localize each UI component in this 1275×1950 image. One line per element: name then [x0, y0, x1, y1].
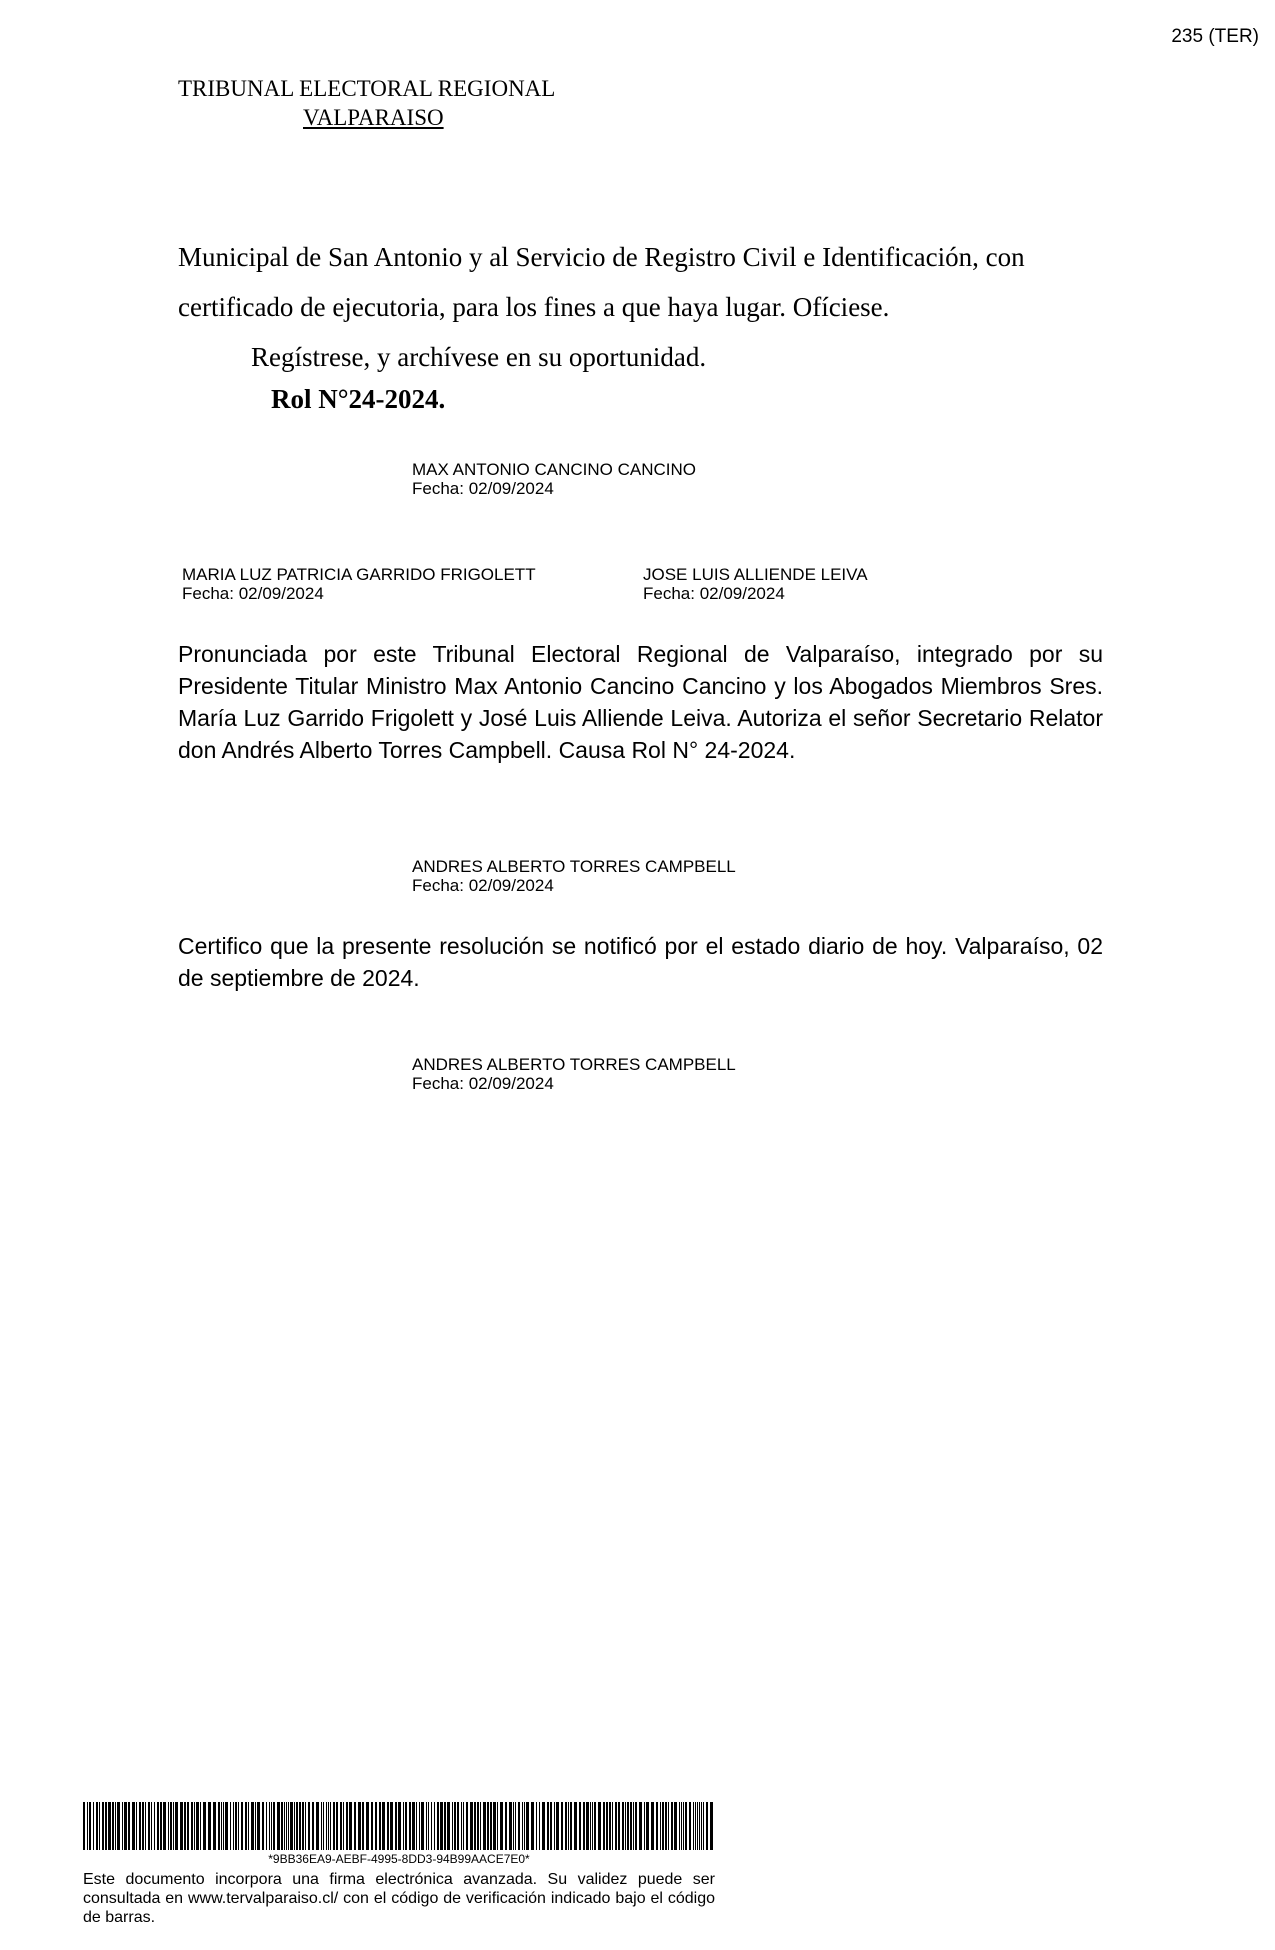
- signature-block-member-1: [182, 565, 536, 603]
- signer-name: MAX ANTONIO CANCINO CANCINO: [412, 460, 696, 479]
- body-paragraph-1-line-2: certificado de ejecutoria, para los fines a que haya lugar. Ofíciese.: [178, 292, 890, 322]
- certification-paragraph: Certifico que la presente resolución se notificó por el estado diario de hoy. Valparaíso, 02 de septiembre de 2024.: [178, 933, 1103, 991]
- body-paragraph-1-line-1: Municipal de San Antonio y al Servicio de Registro Civil e Identificación, con: [178, 242, 1025, 272]
- signature-date: Fecha: 02/09/2024: [412, 479, 554, 498]
- signature-block-member-2: [643, 565, 868, 603]
- signature-date: Fecha: 02/09/2024: [412, 1074, 554, 1093]
- pronouncement-paragraph: Pronunciada por este Tribunal Electoral Regional de Valparaíso, integrado por su Presidente Titular Ministro Max Antonio Cancino Cancino y los Abogados Miembros Sres. María Luz Garrido Frigolett y José Luis Alliende Leiva. Autoriza el señor Secretario Relator don Andrés Alberto Torres Campbell. Causa Rol N° 24-2024.: [178, 641, 1103, 763]
- signature-block-secretary-1: [412, 857, 736, 895]
- electronic-signature-note: Este documento incorpora una firma electrónica avanzada. Su validez puede ser consultada en www.tervalparaiso.cl/ con el código de verificación indicado bajo el código de barras.: [83, 1871, 715, 1926]
- signer-name: MARIA LUZ PATRICIA GARRIDO FRIGOLETT: [182, 565, 536, 584]
- signer-name: JOSE LUIS ALLIENDE LEIVA: [643, 565, 868, 584]
- body-paragraph-2: Regístrese, y archívese en su oportunidad.: [251, 342, 707, 372]
- header-tribunal: TRIBUNAL ELECTORAL REGIONAL: [178, 76, 556, 101]
- barcode-code: *9BB36EA9-AEBF-4995-8DD3-94B99AACE7E0*: [268, 1852, 530, 1866]
- signature-block-president: [412, 460, 696, 498]
- page-number: 235 (TER): [1171, 26, 1259, 47]
- signature-date: Fecha: 02/09/2024: [643, 584, 785, 603]
- signer-name: ANDRES ALBERTO TORRES CAMPBELL: [412, 857, 736, 876]
- case-rol: Rol N°24-2024.: [271, 384, 446, 414]
- signature-date: Fecha: 02/09/2024: [182, 584, 324, 603]
- signer-name: ANDRES ALBERTO TORRES CAMPBELL: [412, 1055, 736, 1074]
- header-city: VALPARAISO: [303, 105, 444, 130]
- barcode-icon: [83, 1802, 715, 1850]
- signature-date: Fecha: 02/09/2024: [412, 876, 554, 895]
- signature-block-secretary-2: [412, 1055, 736, 1093]
